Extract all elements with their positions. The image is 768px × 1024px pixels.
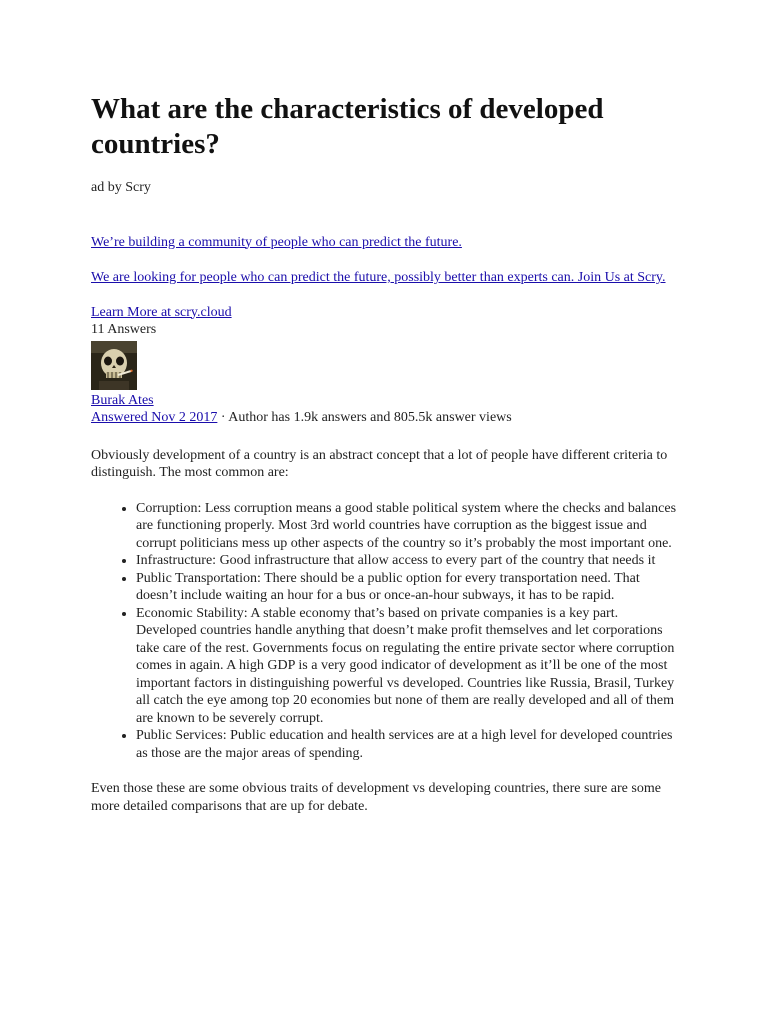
list-item: • Public Services: Public education and health services are at a high level for developed countries as those are the major areas of spending. [136,727,681,762]
answer-closing: Even those these are some obvious traits of development vs developing countries, there sure are some more detailed comparisons that are up for debate. [91,781,661,814]
list-item: • Corruption: Less corruption means a good stable political system where the checks and balances are functioning properly. Most 3rd world countries have corruption as the biggest issue and corrupt politicians mess up other aspects of the country so it’s probably the most important one. [136,500,681,553]
meta-separator: · [217,410,229,425]
author-stats: Author has 1.9k answers and 805.5k answer views [228,410,512,425]
list-item: • Public Transportation: There should be a public option for every transportation need. That doesn’t include waiting an hour for a bus or once-an-hour subways, it has to be rapid. [136,570,681,605]
author-avatar[interactable] [91,341,137,390]
ad-by-label: ad by Scry [91,180,151,195]
list-item: • Economic Stability: A stable economy that’s based on private companies is a key part. Developed countries handle anything that doesn’t make profit themselves and let corporations take care of the rest. Governments focus on regulating the entire private sector where corruption comes in again. A high GDP is a very good indicator of development as it’ll be one of the most important factors in distinguishing powerful vs developed. Countries like Russia, Brasil, Turkey all catch the eye among top 20 economies but none of them are really developed and all of them are known to be severely corrupt. [136,605,681,728]
author-name-link[interactable]: Burak Ates [91,392,154,408]
answers-count: 11 Answers [91,322,157,337]
traits-list [91,500,681,763]
question-page [91,92,691,815]
author-block [91,392,691,410]
answered-date-link[interactable]: Answered Nov 2 2017 [91,410,218,425]
list-item: • Infrastructure: Good infrastructure that allow access to every part of the country that needs it [136,552,681,570]
answer-intro: Obviously development of a country is an abstract concept that a lot of people have different criteria to distinguish. The most common are: [91,447,668,480]
skull-portrait-icon [91,341,137,390]
question-title: What are the characteristics of developed countries? [91,93,604,160]
ad-cta-link[interactable]: Learn More at scry.cloud [91,304,232,320]
answer-meta [91,409,691,427]
ad-headline-link[interactable]: We’re building a community of people who can predict the future. [91,234,462,250]
ad-body-link[interactable]: We are looking for people who can predict the future, possibly better than experts can. Join Us at Scry. [91,270,666,285]
